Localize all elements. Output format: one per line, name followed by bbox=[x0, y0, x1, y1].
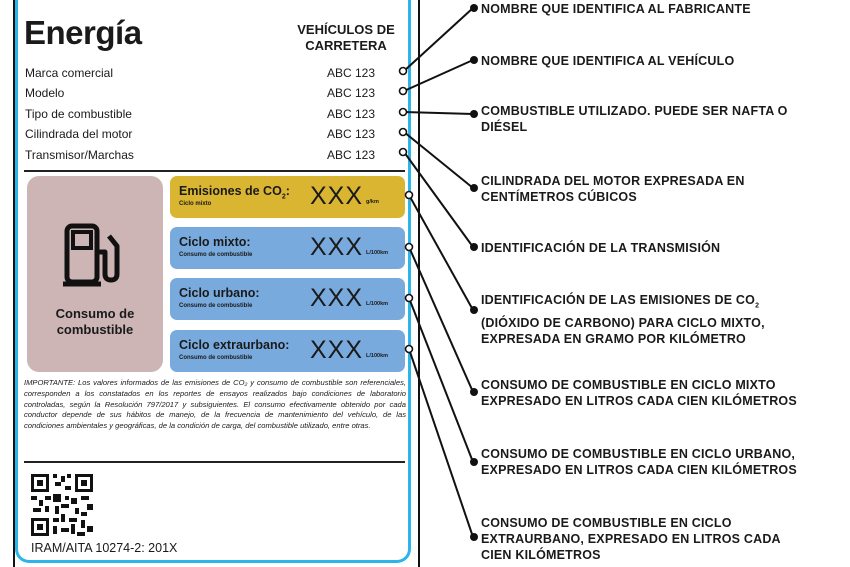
cycle-unit: L/100km bbox=[366, 250, 389, 256]
disclaimer-text: IMPORTANTE: Los valores informados de las emisiones de CO₂ y consumo de combustible son referenciales, corresponden a los constatados en los reportes de ensayos realizados bajo condiciones de laboratorio controladas, según la Resolución 797/2017 y subsiguientes. El consumo efectivamente obtenido por cada conductor depende de sus hábitos de manejo, de la frecuencia de mantenimiento del vehículo, de las condiciones ambientales y geográficas, de la condición de carga, del combustible utilizado, entre otras. bbox=[24, 378, 406, 431]
spec-label: Modelo bbox=[25, 86, 65, 100]
co2-subscript: 2 bbox=[281, 193, 286, 201]
annotation-line: CENTÍMETROS CÚBICOS bbox=[481, 190, 637, 204]
label-dot bbox=[470, 306, 478, 314]
cycle-value: XXX bbox=[310, 284, 364, 312]
annotation-line: EXTRAURBANO, EXPRESADO EN LITROS CADA bbox=[481, 532, 781, 546]
annotation-line: IDENTIFICACIÓN DE LA TRANSMISIÓN bbox=[481, 241, 721, 255]
label-dot bbox=[470, 458, 478, 466]
connector-transmission bbox=[404, 152, 473, 247]
annotation-line: EXPRESADA EN GRAMO POR KILÓMETRO bbox=[481, 331, 746, 346]
connector-extraurban bbox=[409, 349, 473, 537]
anchor-dot bbox=[400, 129, 407, 136]
cycle-unit: L/100km bbox=[366, 353, 389, 359]
cycle-subtitle: Consumo de combustible bbox=[179, 303, 253, 309]
spec-label: Transmisor/Marchas bbox=[25, 148, 134, 162]
cycle-title: Ciclo mixto: bbox=[179, 235, 251, 249]
annotation-line: COMBUSTIBLE UTILIZADO. PUEDE SER NAFTA O bbox=[481, 104, 788, 118]
co2-title-text: Emisiones de CO bbox=[179, 184, 282, 198]
label-dot bbox=[470, 243, 478, 251]
norm-reference: IRAM/AITA 10274-2: 201X bbox=[31, 541, 178, 555]
cycle-unit: L/100km bbox=[366, 301, 389, 307]
connector-model bbox=[404, 60, 473, 91]
annotation-mixed bbox=[481, 377, 841, 409]
annotation-urban bbox=[481, 446, 841, 478]
cycle-value: XXX bbox=[310, 233, 364, 261]
annotation-line: DIÉSEL bbox=[481, 120, 528, 134]
annotation-co2-subscript: 2 bbox=[755, 302, 760, 310]
spec-value: ABC 123 bbox=[326, 107, 375, 121]
cycle-title: Ciclo urbano: bbox=[179, 286, 260, 300]
label-dot bbox=[470, 184, 478, 192]
annotation-brand bbox=[481, 1, 841, 17]
connector-fuel-type bbox=[404, 112, 473, 114]
category-line-1: VEHÍCULOS DE bbox=[297, 22, 395, 37]
anchor-dot bbox=[400, 109, 407, 116]
label-dot bbox=[470, 110, 478, 118]
annotation-line: CIEN KILÓMETROS bbox=[481, 548, 601, 562]
co2-unit: g/km bbox=[366, 199, 379, 205]
co2-value: XXX bbox=[310, 182, 364, 210]
spec-label: Marca comercial bbox=[25, 66, 114, 80]
annotation-extraurban bbox=[481, 515, 841, 563]
annotation-line: NOMBRE QUE IDENTIFICA AL FABRICANTE bbox=[481, 2, 751, 16]
label-dot bbox=[470, 533, 478, 541]
spec-label: Cilindrada del motor bbox=[25, 127, 133, 141]
cycle-subtitle: Consumo de combustible bbox=[179, 252, 253, 258]
fuel-label-line-2: combustible bbox=[56, 322, 134, 337]
connector-co2 bbox=[409, 195, 473, 310]
anchor-dot bbox=[400, 88, 407, 95]
annotation-transmission bbox=[481, 240, 841, 256]
spec-label: Tipo de combustible bbox=[25, 107, 132, 121]
cycle-title: Ciclo extraurbano: bbox=[179, 338, 290, 352]
spec-value: ABC 123 bbox=[326, 66, 375, 80]
label-dot bbox=[470, 388, 478, 396]
anchor-dot bbox=[406, 346, 413, 353]
connector-brand bbox=[404, 8, 473, 71]
annotation-line: CONSUMO DE COMBUSTIBLE EN CICLO URBANO, bbox=[481, 447, 796, 461]
co2-subtitle: Ciclo mixto bbox=[179, 201, 212, 207]
co2-title-colon: : bbox=[285, 184, 290, 198]
annotation-line bbox=[481, 292, 841, 315]
connector-mixed bbox=[409, 247, 473, 392]
fuel-label-line-1: Consumo de bbox=[55, 306, 135, 321]
annotation-model bbox=[481, 53, 841, 69]
annotation-line: CONSUMO DE COMBUSTIBLE EN CICLO bbox=[481, 516, 732, 530]
annotation-line: (DIÓXIDO DE CARBONO) PARA CICLO MIXTO, bbox=[481, 315, 765, 330]
annotation-line: CONSUMO DE COMBUSTIBLE EN CICLO MIXTO bbox=[481, 378, 776, 392]
annotation-co2-text: IDENTIFICACIÓN DE LAS EMISIONES DE CO bbox=[481, 293, 756, 307]
annotation-line: NOMBRE QUE IDENTIFICA AL VEHÍCULO bbox=[481, 54, 735, 68]
annotation-displacement bbox=[481, 173, 841, 205]
annotation-co2 bbox=[481, 292, 841, 347]
anchor-dot bbox=[400, 68, 407, 75]
anchor-dot bbox=[406, 244, 413, 251]
spec-value: ABC 123 bbox=[326, 127, 375, 141]
annotation-line: CILINDRADA DEL MOTOR EXPRESADA EN bbox=[481, 174, 745, 188]
annotation-line: EXPRESADO EN LITROS CADA CIEN KILÓMETROS bbox=[481, 394, 797, 408]
anchor-dot bbox=[406, 295, 413, 302]
cycle-value: XXX bbox=[310, 336, 364, 364]
cycle-subtitle: Consumo de combustible bbox=[179, 355, 253, 361]
annotation-line: EXPRESADO EN LITROS CADA CIEN KILÓMETROS bbox=[481, 463, 797, 477]
category-line-2: CARRETERA bbox=[305, 38, 387, 53]
connector-displacement bbox=[404, 132, 473, 188]
label-title: Energía bbox=[24, 14, 142, 51]
label-dot bbox=[470, 56, 478, 64]
anchor-dot bbox=[406, 192, 413, 199]
annotation-fuel-type bbox=[481, 103, 841, 135]
spec-value: ABC 123 bbox=[326, 86, 375, 100]
spec-value: ABC 123 bbox=[326, 148, 375, 162]
label-dot bbox=[470, 4, 478, 12]
anchor-dot bbox=[400, 149, 407, 156]
